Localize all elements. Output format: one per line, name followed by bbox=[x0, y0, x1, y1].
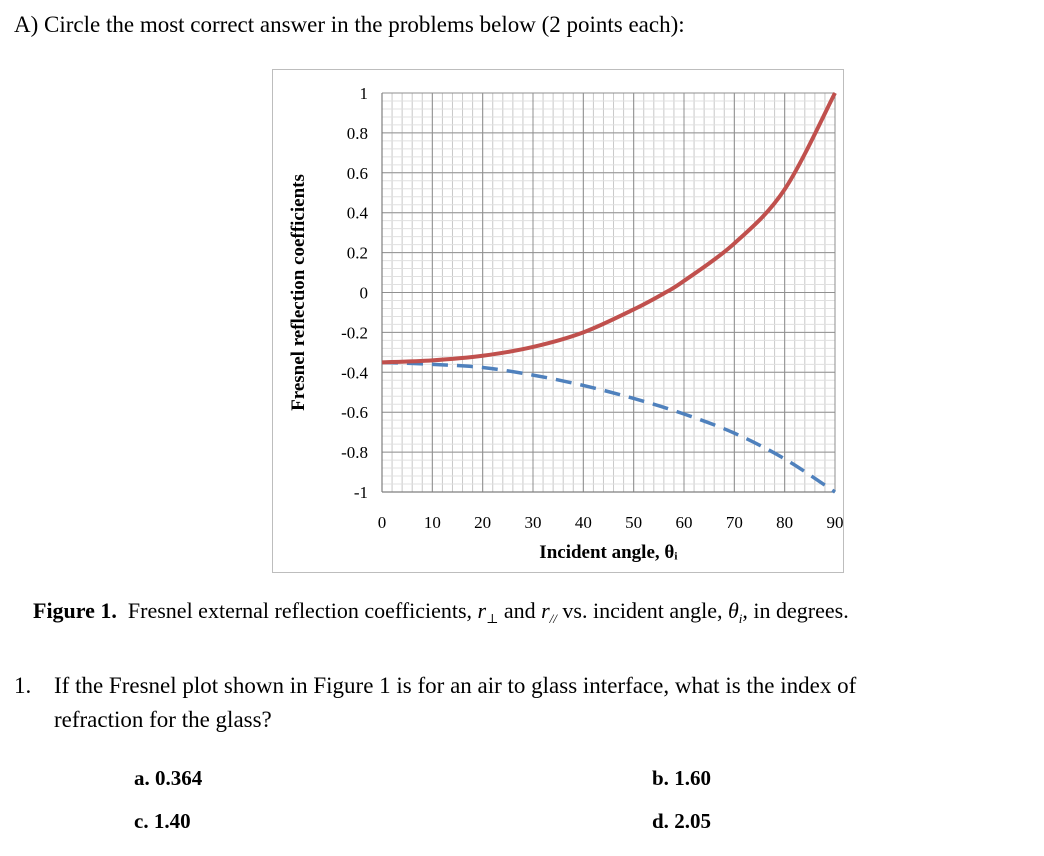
caption-text-before: Fresnel external reflection coefficients, bbox=[127, 598, 473, 623]
fresnel-chart bbox=[280, 76, 844, 566]
section-instructions: A) Circle the most correct answer in the problems below (2 points each): bbox=[14, 12, 685, 37]
x-tick-label: 20 bbox=[474, 513, 492, 532]
option-c[interactable]: c. 1.40 bbox=[134, 809, 191, 833]
x-tick-label: 40 bbox=[574, 513, 592, 532]
y-tick-label: -0.2 bbox=[341, 323, 368, 343]
r-perp-symbol: r bbox=[477, 598, 487, 623]
y-tick-label: 0.4 bbox=[346, 203, 368, 223]
caption-and: and bbox=[503, 598, 536, 623]
x-tick-label: 30 bbox=[524, 513, 542, 532]
theta-subscript: i bbox=[738, 611, 743, 626]
option-d[interactable]: d. 2.05 bbox=[652, 809, 711, 833]
y-tick-label: -1 bbox=[353, 483, 368, 502]
x-tick-label: 0 bbox=[377, 513, 387, 532]
y-tick-label: -0.6 bbox=[341, 403, 368, 423]
series-r-perpendicular bbox=[382, 362, 835, 492]
theta-symbol: θ bbox=[727, 598, 739, 623]
x-tick-label: 60 bbox=[675, 513, 693, 532]
question-number: 1. bbox=[14, 673, 32, 698]
x-tick-label: 90 bbox=[826, 513, 844, 532]
y-tick-label: -0.4 bbox=[341, 363, 368, 383]
x-tick-label: 70 bbox=[725, 513, 743, 532]
option-a[interactable]: a. 0.364 bbox=[134, 766, 203, 790]
r-par-symbol: r bbox=[541, 598, 550, 623]
caption-text-middle: vs. incident angle, bbox=[562, 598, 723, 623]
y-tick-label: 0.8 bbox=[346, 123, 368, 143]
x-tick-label: 50 bbox=[625, 513, 643, 532]
perp-subscript: ⊥ bbox=[486, 611, 499, 626]
y-tick-label: 1 bbox=[359, 84, 368, 103]
x-tick-label: 10 bbox=[423, 513, 441, 532]
x-tick-label: 80 bbox=[776, 513, 794, 532]
par-subscript: // bbox=[549, 611, 557, 626]
question-1 bbox=[14, 669, 856, 737]
figure-caption bbox=[33, 598, 849, 624]
y-tick-label: -0.8 bbox=[341, 443, 368, 463]
question-line-1: If the Fresnel plot shown in Figure 1 is for an air to glass interface, what is the index of bbox=[54, 673, 857, 698]
caption-label: Figure 1. bbox=[33, 598, 117, 623]
x-axis-label: Incident angle, θᵢ bbox=[539, 542, 678, 563]
y-tick-label: 0.6 bbox=[346, 163, 368, 183]
y-tick-label: 0.2 bbox=[346, 243, 368, 263]
y-tick-label: 0 bbox=[359, 283, 368, 303]
option-b[interactable]: b. 1.60 bbox=[652, 766, 711, 790]
caption-text-after: , in degrees. bbox=[742, 598, 849, 623]
question-line-2: refraction for the glass? bbox=[54, 707, 272, 732]
y-axis-label: Fresnel reflection coefficients bbox=[288, 174, 309, 411]
